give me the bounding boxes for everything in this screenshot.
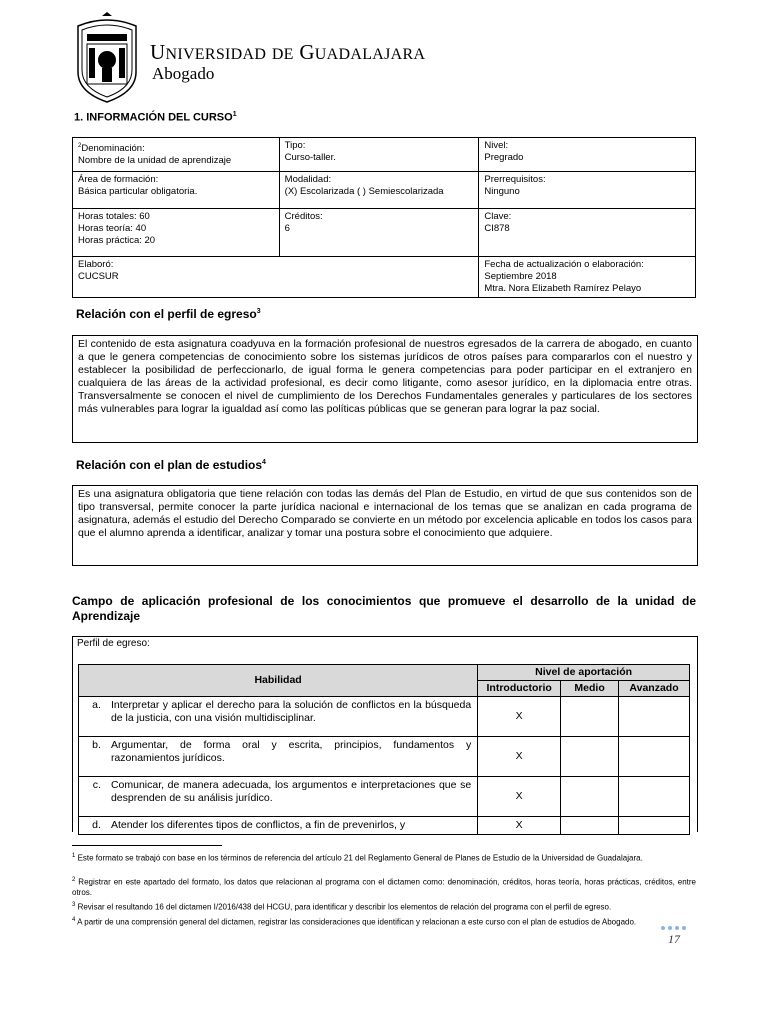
introductorio-header: Introductorio <box>478 681 561 697</box>
denominacion-cell: $^2$Denominación: Nombre de la unidad de aprendizaje <box>73 138 280 172</box>
table-row: a. Interpretar y aplicar el derecho para la solución de conflictos en la búsqueda de la justicia, con una visión multidisciplinar. X <box>79 697 690 737</box>
tipo-cell: Tipo: Curso-taller. <box>279 138 479 172</box>
section-title-course-info: 1. INFORMACIÓN DEL CURSO$^1$ <box>74 111 237 124</box>
course-info-table <box>72 137 696 298</box>
perfil-egreso-text: El contenido de esta asignatura coadyuva en la formación profesional de nuestros egresados de la carrera de abogado, en cuanto a que le genera competencias de conocimiento sobre los sistemas jurídicos de otros países para compararlos con el nuestro y establecer la posibilidad de perfeccionarlo, de igual forma le genera competencias para poder participar en el extranjero en cualquiera de las áreas de la actividad profesional, es decir como litigante, como asesor jurídico, en la diplomacia entre otras. Transversalmente se conocen el nivel de cumplimiento de los Derechos Fundamentales generales y particulares de los sectores más vulnerables para lograr la igualdad así como las políticas públicas que se generan para lograr la paz social. <box>72 335 698 443</box>
page-number: 17 <box>668 932 680 946</box>
habilidades-table <box>78 664 690 835</box>
elaboro-cell: Elaboró: CUCSUR <box>73 257 479 298</box>
footnote-3: $^3$ Revisar el resultando 16 del dictamen I/2016/438 del HCGU, para identificar y describir los elementos de relación del programa con el perfil de egreso. <box>72 902 612 912</box>
modalidad-cell: Modalidad: (X) Escolarizada ( ) Semiescolarizada <box>279 172 479 209</box>
medio-header: Medio <box>561 681 619 697</box>
section-title-perfil-egreso: Relación con el perfil de egreso$^3$ <box>76 307 261 321</box>
plan-estudios-text: Es una asignatura obligatoria que tiene relación con todas las demás del Plan de Estudio, en virtud de que sus contenidos son de tipo transversal, permite conocer la parte jurídica nacional e internacional de los temas que se analizan en cada programa de asignatura, además el estudio del Derecho Comparado se convierte en un método por excelencia aplicable en todos los casos para que el alumno aprenda a identificar, analizar y tomar una postura sobre el conocimiento que adquiere. <box>72 485 698 566</box>
nivel-aportacion-header: Nivel de aportación <box>478 665 690 681</box>
footnote-1: $^1$ Este formato se trabajó con base en los términos de referencia del artículo 21 del Reglamento General de Planes de Estudio de la Universidad de Guadalajara. <box>72 853 643 863</box>
university-seal-logo <box>72 12 142 104</box>
perfil-egreso-label: Perfil de egreso: <box>77 638 150 649</box>
nivel-cell: Nivel: Pregrado <box>479 138 696 172</box>
table-row: c. Comunicar, de manera adecuada, los argumentos e interpretaciones que se desprenden de su análisis jurídico. X <box>79 777 690 817</box>
table-row: d. Atender los diferentes tipos de conflictos, a fin de prevenirlos, y X <box>79 817 690 835</box>
avanzado-header: Avanzado <box>619 681 690 697</box>
page-number-ornament <box>660 924 690 932</box>
section-title-campo-aplicacion: Campo de aplicación profesional de los conocimientos que promueve el desarrollo de la unidad de Aprendizaje <box>72 594 696 623</box>
career-name: Abogado <box>152 64 215 83</box>
creditos-cell: Créditos: 6 <box>279 209 479 257</box>
section-title-plan-estudios: Relación con el plan de estudios$^4$ <box>76 458 266 472</box>
table-row: b. Argumentar, de forma oral y escrita, principios, fundamentos y razonamientos jurídicos. X <box>79 737 690 777</box>
clave-cell: Clave: CI878 <box>479 209 696 257</box>
footnote-2: $^2$ Registrar en este apartado del formato, los datos que relacionan al programa con el dictamen como: denominación, créditos, horas teoría, horas prácticas, créditos, entre otros. <box>72 877 696 897</box>
university-name: UNIVERSIDAD DE GUADALAJARA <box>150 40 426 64</box>
footnote-separator <box>72 845 222 846</box>
footnote-4: $^4$ A partir de una comprensión general del dictamen, registrar las consideraciones que identifican y relacionan a este curso con el plan de estudios de Abogado. <box>72 917 637 927</box>
habilidad-header: Habilidad <box>79 665 478 697</box>
area-cell: Área de formación: Básica particular obligatoria. <box>73 172 280 209</box>
horas-cell: Horas totales: 60 Horas teoría: 40 Horas práctica: 20 <box>73 209 280 257</box>
prerrequisitos-cell: Prerrequisitos: Ninguno <box>479 172 696 209</box>
fecha-cell: Fecha de actualización o elaboración: Septiembre 2018 Mtra. Nora Elizabeth Ramírez Pelayo <box>479 257 696 298</box>
